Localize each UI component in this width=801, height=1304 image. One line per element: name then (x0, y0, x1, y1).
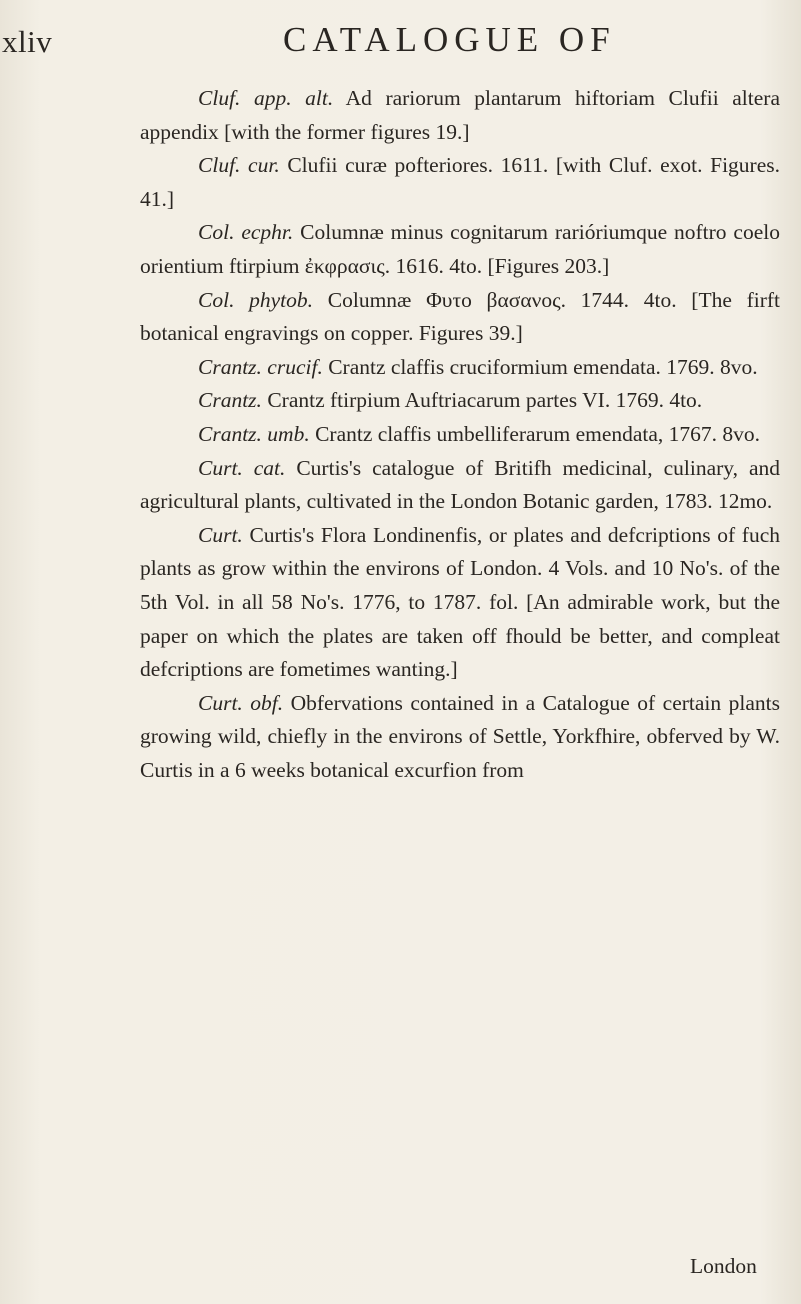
catchword: London (690, 1254, 757, 1278)
catalogue-entry (140, 82, 780, 149)
entry-abbreviation: Col. phytob. (198, 287, 314, 312)
catalogue-entry (140, 418, 780, 452)
page-number: xliv (2, 24, 53, 59)
catalogue-entry (140, 149, 780, 216)
entry-abbreviation: Curt. obf. (198, 690, 284, 715)
entry-text: Curtis's Flora Londinenfis, or plates and defcriptions of fuch plants as grow within the environs of London. 4 Vols. and 10 No's. of the 5th Vol. in all 58 No's. 1776, to 1787. fol. [An admirable work, but the paper on which the plates are taken off fhould be better, and compleat defcriptions are fometimes wanting.] (140, 522, 781, 682)
entry-abbreviation: Curt. (198, 522, 243, 547)
catalogue-entry (140, 216, 780, 283)
entry-abbreviation: Cluf. cur. (198, 153, 280, 178)
page-header (0, 18, 801, 68)
entry-text: Clufii curæ pofteriores. 1611. [with Cluf. exot. Figures. 41.] (140, 153, 780, 211)
entry-abbreviation: Curt. cat. (198, 455, 286, 480)
entry-text: Curtis's catalogue of Britifh medicinal, culinary, and agricultural plants, cultivated in the London Botanic garden, 1783. 12mo. (140, 455, 781, 514)
entry-text: Ad rariorum plantarum hiftoriam Clufii altera appendix [with the former figures 19.] (140, 86, 780, 144)
catalogue-entry (140, 519, 780, 687)
catalogue-entry (140, 384, 780, 418)
entry-text: Obfervations contained in a Catalogue of certain plants growing wild, chiefly in the environs of Settle, Yorkfhire, obferved by W. Curtis in a 6 weeks botanical excurfion from (140, 690, 780, 782)
entry-text: Crantz ftirpium Auftriacarum partes VI. 1769. 4to. (267, 388, 703, 413)
entry-text: Columnæ Φυτο βασανος. 1744. 4to. [The firft botanical engravings on copper. Figures 39.] (140, 287, 780, 346)
catalogue-entry (140, 452, 780, 519)
entry-abbreviation: Crantz. umb. (198, 421, 310, 446)
catalogue-entry (140, 687, 780, 788)
entry-abbreviation: Crantz. (198, 388, 262, 413)
entry-text: Crantz claffis umbelliferarum emendata, 1767. 8vo. (315, 421, 761, 446)
entry-abbreviation: Cluf. app. alt. (198, 86, 334, 110)
entry-text: Columnæ minus cognitarum rarióriumque noftro coelo orientium ftirpium ἐκφρασις. 1616. 4to. [Figures 203.] (140, 220, 780, 278)
entry-text: Crantz claffis cruciformium emendata. 1769. 8vo. (328, 354, 758, 379)
running-title: CATALOGUE OF (283, 20, 616, 59)
catalogue-entry (140, 284, 780, 351)
catalogue-entry (140, 351, 780, 385)
entry-abbreviation: Crantz. crucif. (198, 354, 323, 379)
entry-abbreviation: Col. ecphr. (198, 220, 294, 245)
catalogue-entries (140, 82, 780, 787)
